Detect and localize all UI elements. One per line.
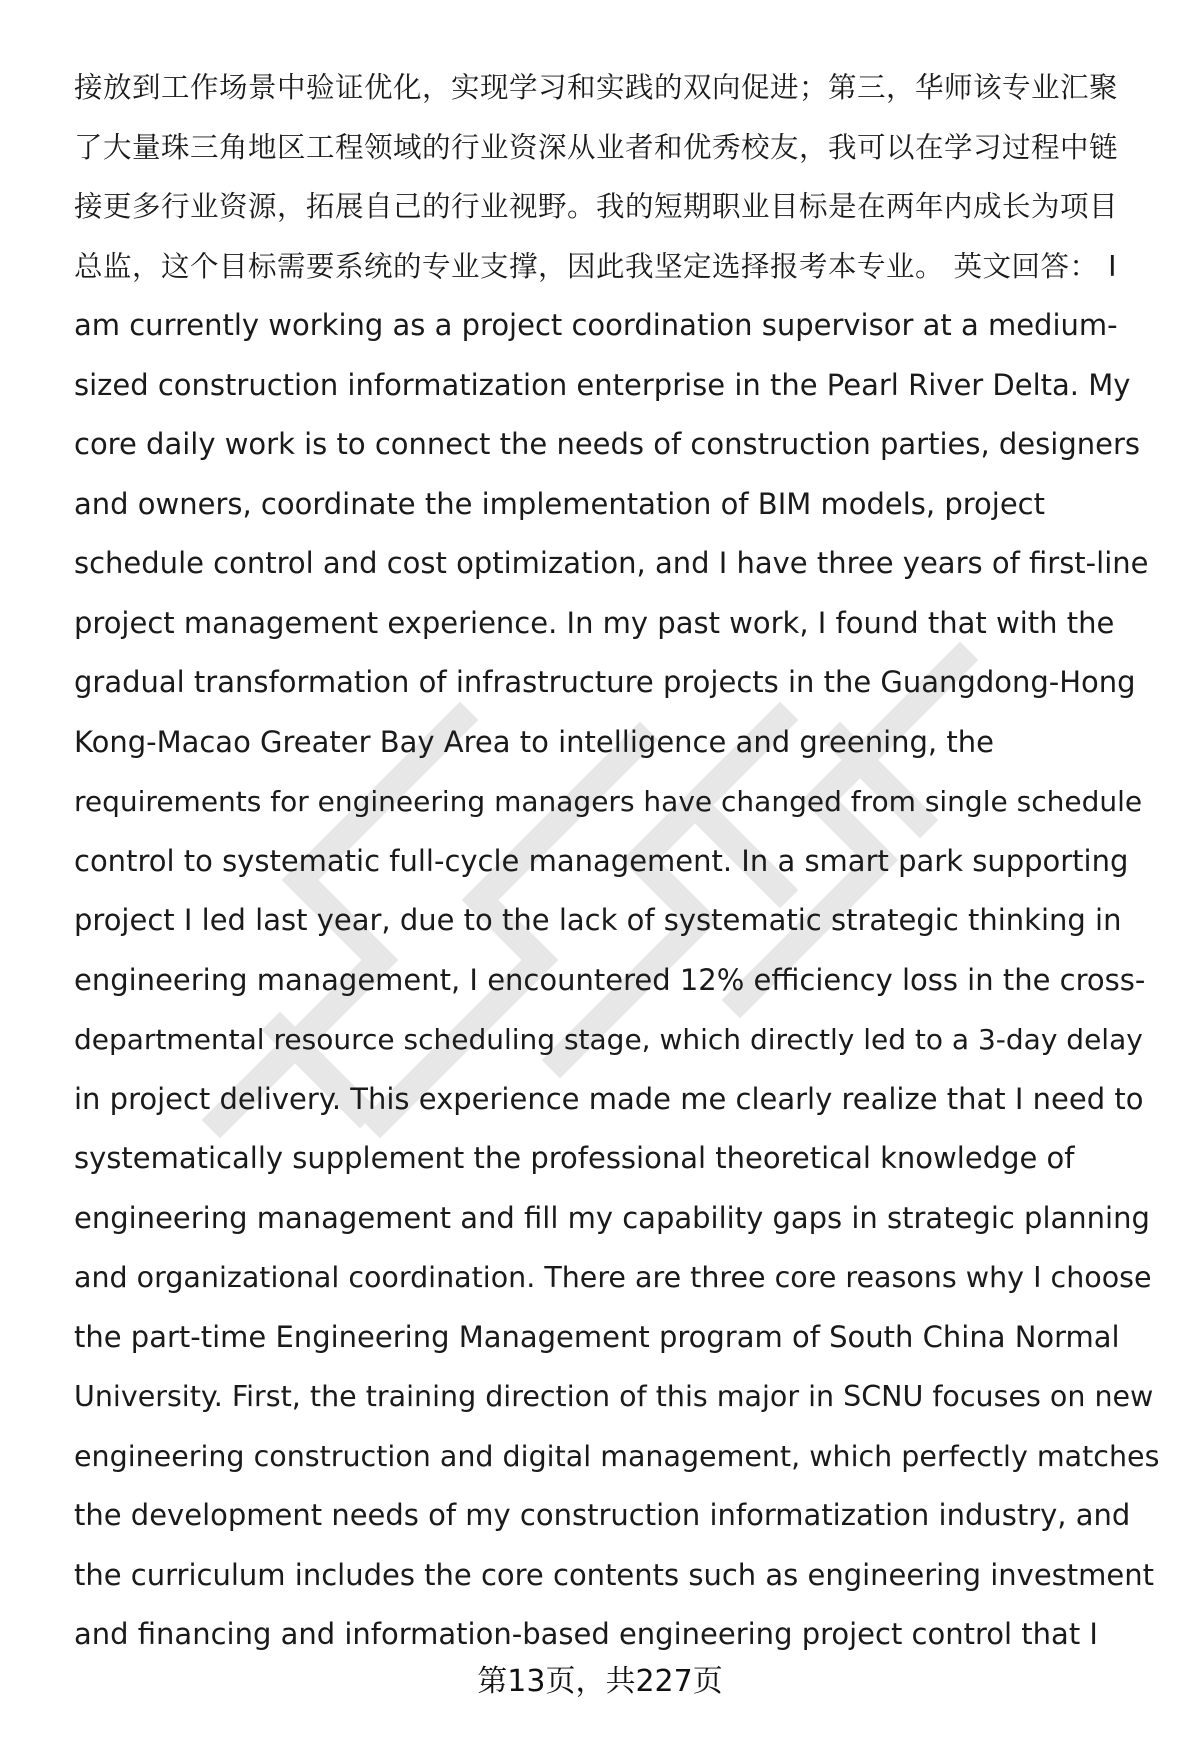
- text-line: Kong-Macao Greater Bay Area to intelligence and greening, the: [74, 724, 994, 759]
- text-line: project I led last year, due to the lack of systematic strategic thinking in: [74, 903, 1122, 937]
- text-line: project management experience. In my past work, I found that with the: [74, 605, 1115, 640]
- text-line: and owners, coordinate the implementation of BIM models, project: [74, 486, 1045, 521]
- text-line: the part-time Engineering Management program of South China Normal: [74, 1319, 1120, 1354]
- text-line: 接更多行业资源，拓展自己的行业视野。我的短期职业目标是在两年内成长为项目: [74, 190, 1119, 223]
- text-line: engineering management and fill my capability gaps in strategic planning: [74, 1200, 1150, 1235]
- text-line: control to systematic full-cycle management. In a smart park supporting: [74, 843, 1129, 878]
- text-line: core daily work is to connect the needs of construction parties, designers: [74, 427, 1140, 461]
- text-line: gradual transformation of infrastructure projects in the Guangdong-Hong: [74, 665, 1136, 699]
- text-line: the development needs of my construction informatization industry, and: [74, 1498, 1131, 1532]
- text-line: engineering management, I encountered 12% efficiency loss in the cross-: [74, 962, 1146, 997]
- text-line: University. First, the training direction of this major in SCNU focuses on new: [74, 1380, 1154, 1413]
- text-line: 总监，这个目标需要系统的专业支撑，因此我坚定选择报考本专业。 英文回答： I: [74, 249, 1118, 283]
- text-line: departmental resource scheduling stage, which directly led to a 3-day delay: [74, 1023, 1143, 1056]
- text-line: in project delivery. This experience made me clearly realize that I need to: [74, 1081, 1144, 1116]
- text-line: engineering construction and digital management, which perfectly matches: [74, 1439, 1160, 1473]
- page-indicator: 第13页，共227页: [477, 1664, 723, 1699]
- text-line: sized construction informatization enterprise in the Pearl River Delta. My: [74, 367, 1131, 402]
- text-line: 接放到工作场景中验证优化，实现学习和实践的双向促进；第三，华师该专业汇聚: [74, 71, 1119, 104]
- text-line: and financing and information-based engineering project control that I: [74, 1617, 1098, 1651]
- text-line: am currently working as a project coordination supervisor at a medium-: [74, 308, 1118, 342]
- text-line: and organizational coordination. There are three core reasons why I choose: [74, 1261, 1152, 1294]
- text-line: the curriculum includes the core contents such as engineering investment: [74, 1557, 1154, 1592]
- text-line: systematically supplement the professional theoretical knowledge of: [74, 1141, 1075, 1175]
- text-line: requirements for engineering managers have changed from single schedule: [74, 785, 1143, 818]
- text-line: 了大量珠三角地区工程领域的行业资深从业者和优秀校友，我可以在学习过程中链: [74, 130, 1119, 164]
- text-line: schedule control and cost optimization, and I have three years of first-line: [74, 546, 1149, 580]
- body-text: [74, 58, 1160, 1665]
